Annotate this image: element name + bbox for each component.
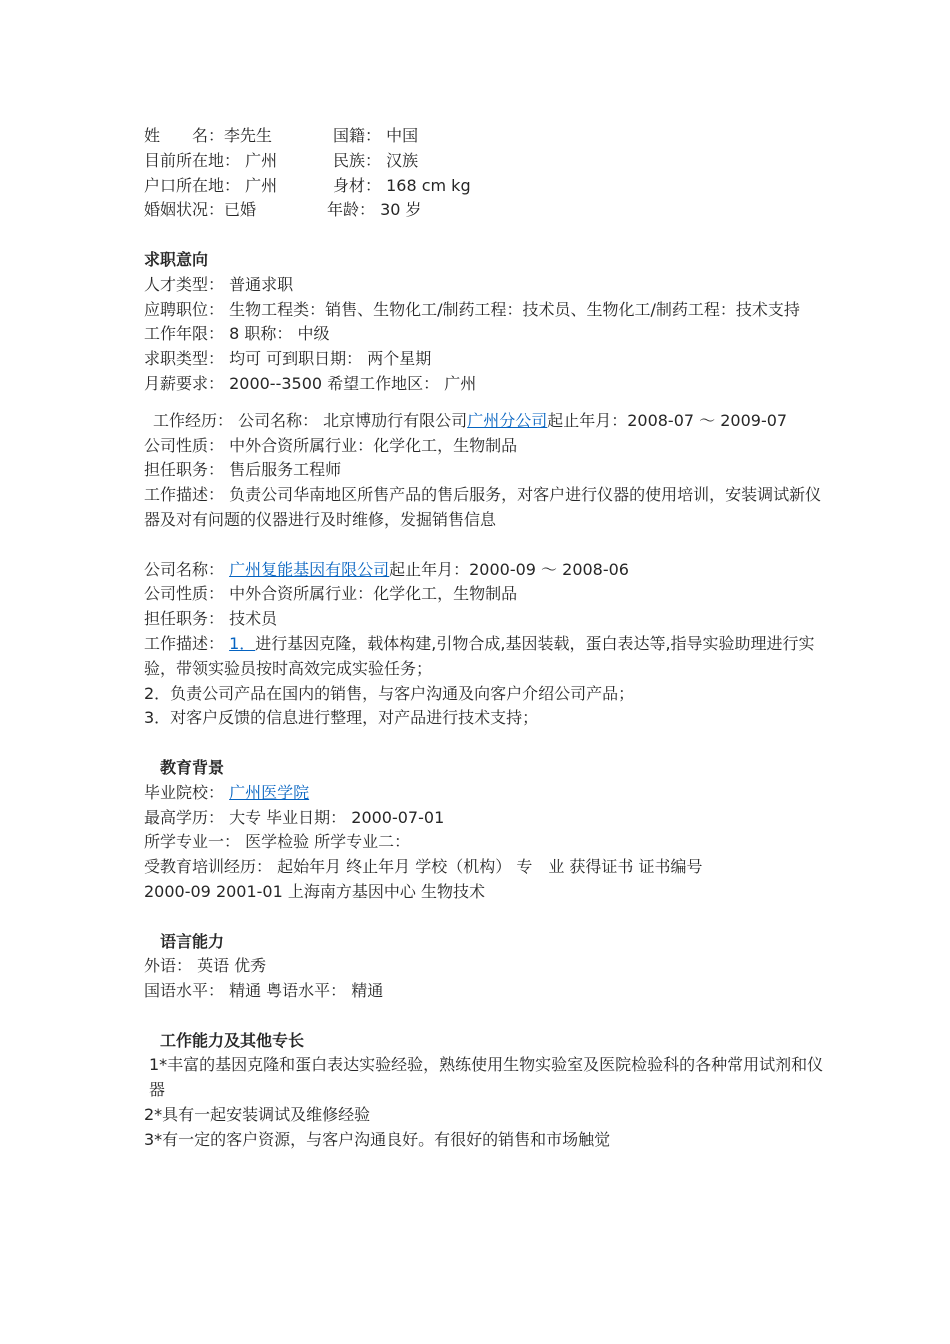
school-label: 毕业院校： — [144, 782, 230, 802]
job1-nature: 公司性质： 中外合资所属行业：化学化工，生物制品 — [144, 435, 518, 455]
nationality: 国籍： 中国 — [333, 126, 419, 145]
job-intent — [144, 248, 824, 397]
job2-header — [144, 558, 824, 583]
salary: 月薪要求： 2000--3500 希望工作地区： 广州 — [144, 373, 477, 393]
work-years: 工作年限： 8 职称： 中级 — [144, 324, 330, 344]
hukou-label: 户口所在地： — [144, 175, 241, 195]
name-label: 姓 名： — [144, 126, 225, 145]
personal-info — [144, 124, 824, 223]
position: 应聘职位： 生物工程类：销售、生物化工/制药工程：技术员、生物化工/制药工程：技术支持 — [144, 299, 800, 319]
job2-desc-label: 工作描述： — [144, 633, 230, 653]
job2-desc-item3: 3．对客户反馈的信息进行整理，对产品进行技术支持； — [144, 708, 539, 728]
job-type: 求职类型： 均可 可到职日期： 两个星期 — [144, 349, 432, 369]
marital-value: 已婚 — [224, 200, 257, 220]
skill-item-2: 2*具有一起安装调试及维修经验 — [144, 1105, 371, 1125]
section-heading: 语言能力 — [160, 931, 225, 951]
age: 年龄： 30 岁 — [327, 200, 422, 220]
location-row — [144, 149, 824, 174]
job2-title: 担任职务： 技术员 — [144, 609, 278, 629]
hukou-value: 广州 — [245, 175, 278, 195]
ethnicity: 民族： 汉族 — [333, 150, 419, 170]
training-header: 受教育培训经历： 起始年月 终止年月 学校（机构） 专 业 获得证书 证书编号 — [144, 857, 703, 877]
training-row: 2000-09 2001-01 上海南方基因中心 生物技术 — [144, 881, 485, 901]
job2-description — [144, 632, 824, 682]
job2-company-label: 公司名称： — [144, 559, 230, 579]
job1-company-link[interactable]: 广州分公司 — [467, 410, 548, 430]
job1-header — [144, 409, 824, 434]
section-heading: 工作能力及其他专长 — [160, 1030, 305, 1050]
job2-company-link[interactable]: 广州复能基因有限公司 — [229, 559, 390, 579]
school-link[interactable]: 广州医学院 — [229, 782, 310, 802]
job1-description: 工作描述： 负责公司华南地区所售产品的售后服务，对客户进行仪器的使用培训，安装调试新仪器及对有问题的仪器进行及时维修，发掘销售信息 — [144, 485, 822, 529]
name-value: 李先生 — [224, 126, 273, 145]
job2-desc-number[interactable]: 1． — [229, 633, 256, 653]
marital-label: 婚姻状况： — [144, 200, 225, 220]
job2-desc-item1: 进行基因克隆，载体构建,引物合成,基因装载，蛋白表达等,指导实验助理进行实验，带领实验员按时高效完成实验任务； — [144, 633, 815, 678]
skill-item-3: 3*有一定的客户资源，与客户沟通良好。有很好的销售和市场触觉 — [144, 1129, 611, 1149]
job1-company: 工作经历： 公司名称： 北京博劢行有限公司 — [153, 410, 468, 430]
section-heading: 教育背景 — [160, 757, 225, 777]
education — [144, 756, 824, 905]
name-row — [144, 124, 824, 149]
job2-period: 起止年月：2000-09 ～ 2008-06 — [389, 559, 629, 579]
skills — [144, 1029, 824, 1153]
degree: 最高学历： 大专 毕业日期： 2000-07-01 — [144, 807, 445, 827]
talent-type: 人才类型： 普通求职 — [144, 274, 294, 294]
section-heading: 求职意向 — [144, 249, 209, 269]
foreign-language: 外语： 英语 优秀 — [144, 956, 267, 976]
height: 身材： 168 cm kg — [333, 175, 471, 195]
major: 所学专业一： 医学检验 所学专业二： — [144, 832, 411, 852]
job2-desc-item2: 2．负责公司产品在国内的销售，与客户沟通及向客户介绍公司产品； — [144, 683, 635, 703]
hukou-row — [144, 174, 824, 199]
resume-page — [144, 124, 824, 1153]
work-experience — [144, 409, 824, 731]
chinese-language: 国语水平： 精通 粤语水平： 精通 — [144, 981, 384, 1001]
language — [144, 930, 824, 1004]
job2-nature: 公司性质： 中外合资所属行业：化学化工，生物制品 — [144, 584, 518, 604]
marital-row — [144, 198, 824, 223]
job1-period: 起止年月：2008-07 ～ 2009-07 — [547, 410, 788, 430]
skill-item-1: 1*丰富的基因克隆和蛋白表达实验经验，熟练使用生物实验室及医院检验科的各种常用试剂和仪器 — [149, 1055, 824, 1100]
location-value: 广州 — [245, 150, 278, 170]
job1-title: 担任职务： 售后服务工程师 — [144, 460, 342, 480]
school — [144, 781, 824, 806]
location-label: 目前所在地： — [144, 150, 241, 170]
